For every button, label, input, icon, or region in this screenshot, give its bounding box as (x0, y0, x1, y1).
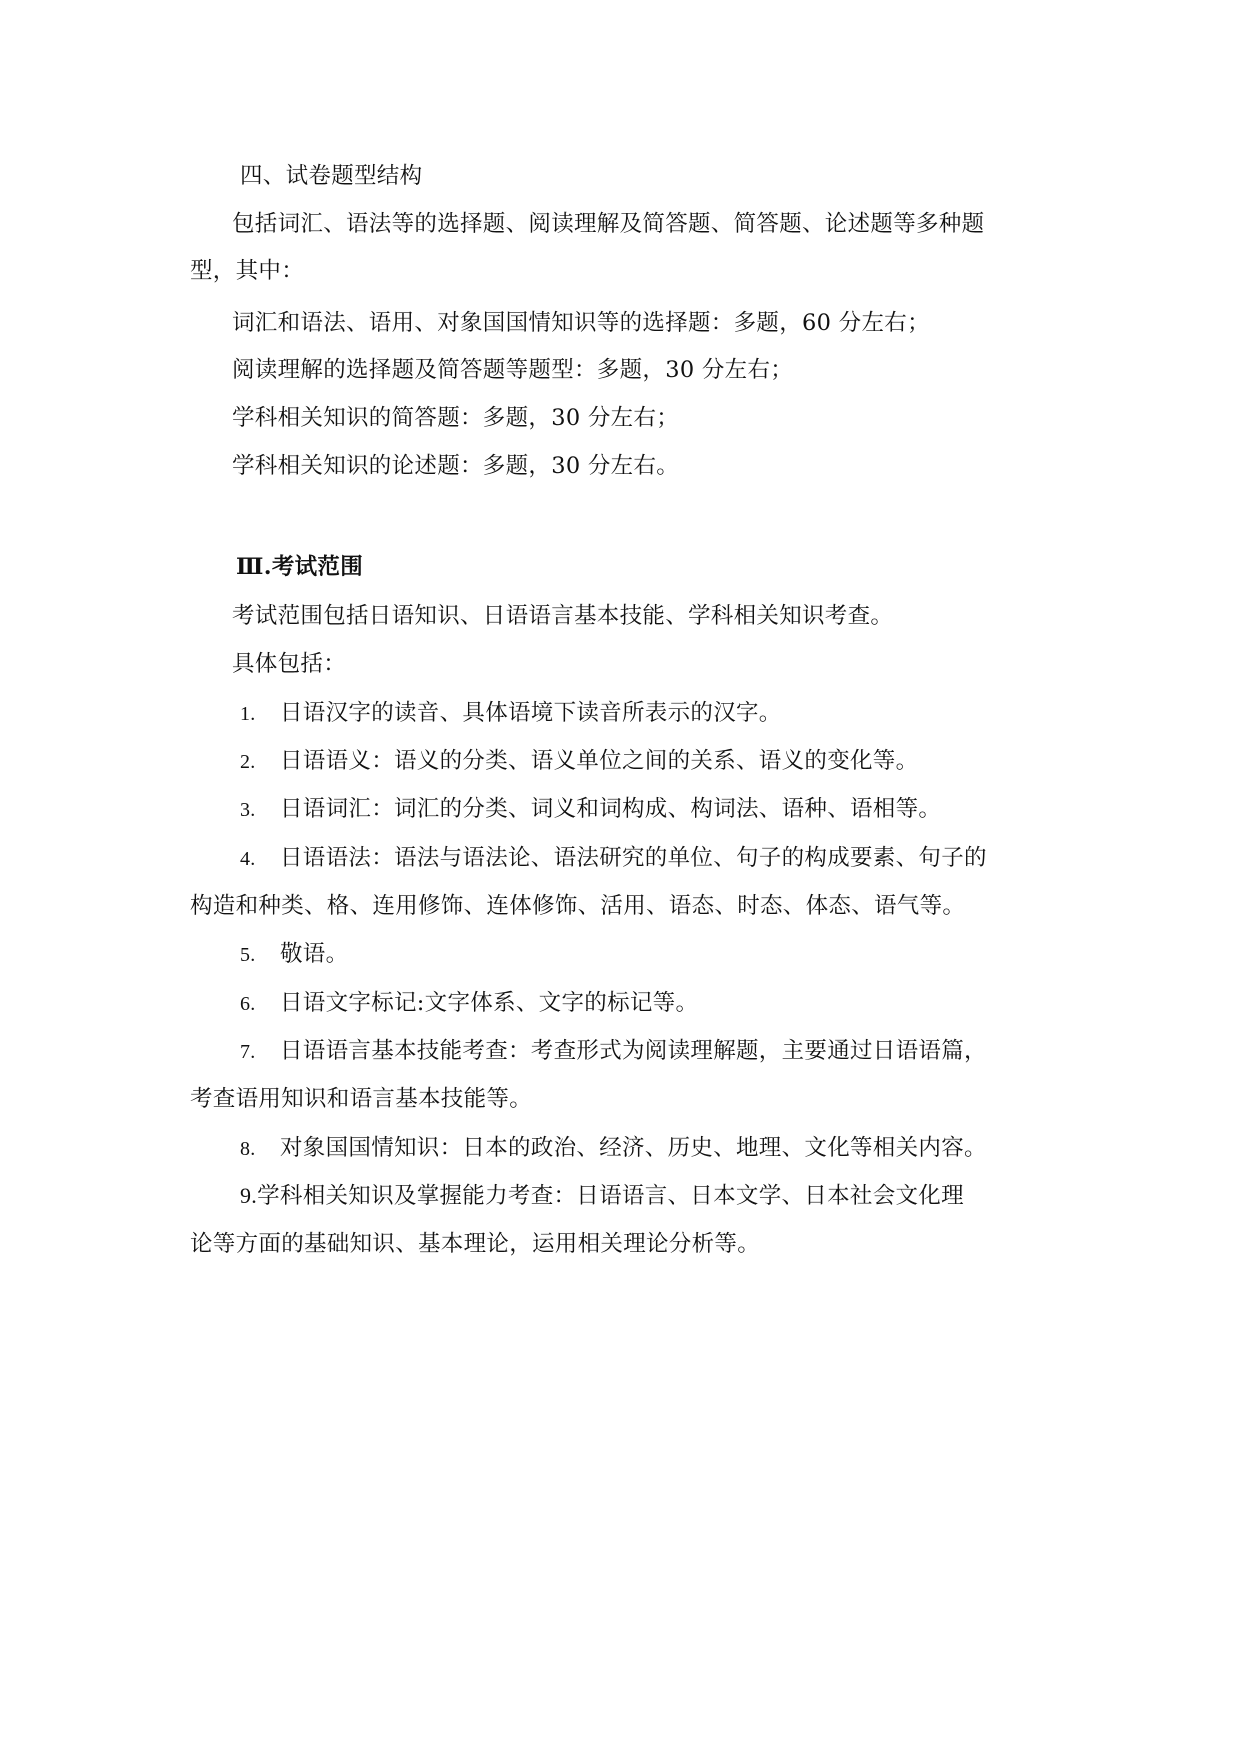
list-item-text: 学科相关知识及掌握能力考查：日语语言、日本文学、日本社会文化理 (257, 1183, 964, 1209)
list-item-number: 2. (240, 751, 256, 773)
list-item (240, 1180, 964, 1212)
list-item-number: 5. (240, 944, 256, 966)
question-type-item: 学科相关知识的简答题：多题，30 分左右； (232, 405, 680, 431)
list-item (240, 987, 698, 1020)
list-item (240, 1132, 987, 1165)
list-item-continuation: 构造和种类、格、连用修饰、连体修饰、活用、语态、时态、体态、语气等。 (190, 893, 966, 919)
list-item-text: 日语语义：语义的分类、语义单位之间的关系、语义的变化等。 (280, 748, 919, 774)
list-item (240, 842, 987, 875)
list-item-text: 对象国国情知识：日本的政治、经济、历史、地理、文化等相关内容。 (280, 1135, 987, 1161)
paragraph-line: 考试范围包括日语知识、日语语言基本技能、学科相关知识考查。 (232, 603, 894, 629)
list-item-number: 1. (240, 703, 256, 725)
list-item-text: 敬语。 (280, 941, 349, 967)
list-item-number: 3. (240, 799, 256, 821)
list-item (240, 938, 348, 971)
question-type-item: 阅读理解的选择题及简答题等题型：多题，30 分左右； (232, 357, 794, 383)
list-item-continuation: 考查语用知识和语言基本技能等。 (190, 1086, 533, 1112)
list-item-text: 日语语言基本技能考查：考查形式为阅读理解题，主要通过日语语篇， (280, 1038, 987, 1064)
list-item (240, 697, 782, 730)
question-type-item: 学科相关知识的论述题：多题，30 分左右。 (232, 453, 680, 479)
section-heading-exam-scope: Ⅲ.考试范围 (236, 554, 364, 580)
list-item-text: 日语汉字的读音、具体语境下读音所表示的汉字。 (280, 700, 782, 726)
list-item-number: 8. (240, 1138, 256, 1160)
list-item-number: 9. (240, 1183, 258, 1208)
list-item (240, 1035, 987, 1068)
list-item-text: 日语语法：语法与语法论、语法研究的单位、句子的构成要素、句子的 (280, 845, 987, 871)
paragraph-line: 具体包括： (232, 651, 347, 677)
question-type-item: 词汇和语法、语用、对象国国情知识等的选择题：多题，60 分左右； (232, 310, 930, 336)
list-item-text: 日语词汇：词汇的分类、词义和词构成、构词法、语种、语相等。 (280, 796, 942, 822)
list-item-text: 日语文字标记:文字体系、文字的标记等。 (280, 990, 699, 1016)
list-item-number: 7. (240, 1041, 256, 1063)
list-item-number: 6. (240, 993, 256, 1015)
list-item (240, 793, 941, 826)
list-item-number: 4. (240, 848, 256, 870)
list-item (240, 745, 918, 778)
section-heading-question-structure: 四、试卷题型结构 (240, 163, 423, 189)
paragraph-line: 包括词汇、语法等的选择题、阅读理解及简答题、简答题、论述题等多种题 (232, 211, 985, 237)
paragraph-line: 型，其中： (190, 258, 305, 284)
list-item-continuation: 论等方面的基础知识、基本理论，运用相关理论分析等。 (190, 1231, 761, 1257)
